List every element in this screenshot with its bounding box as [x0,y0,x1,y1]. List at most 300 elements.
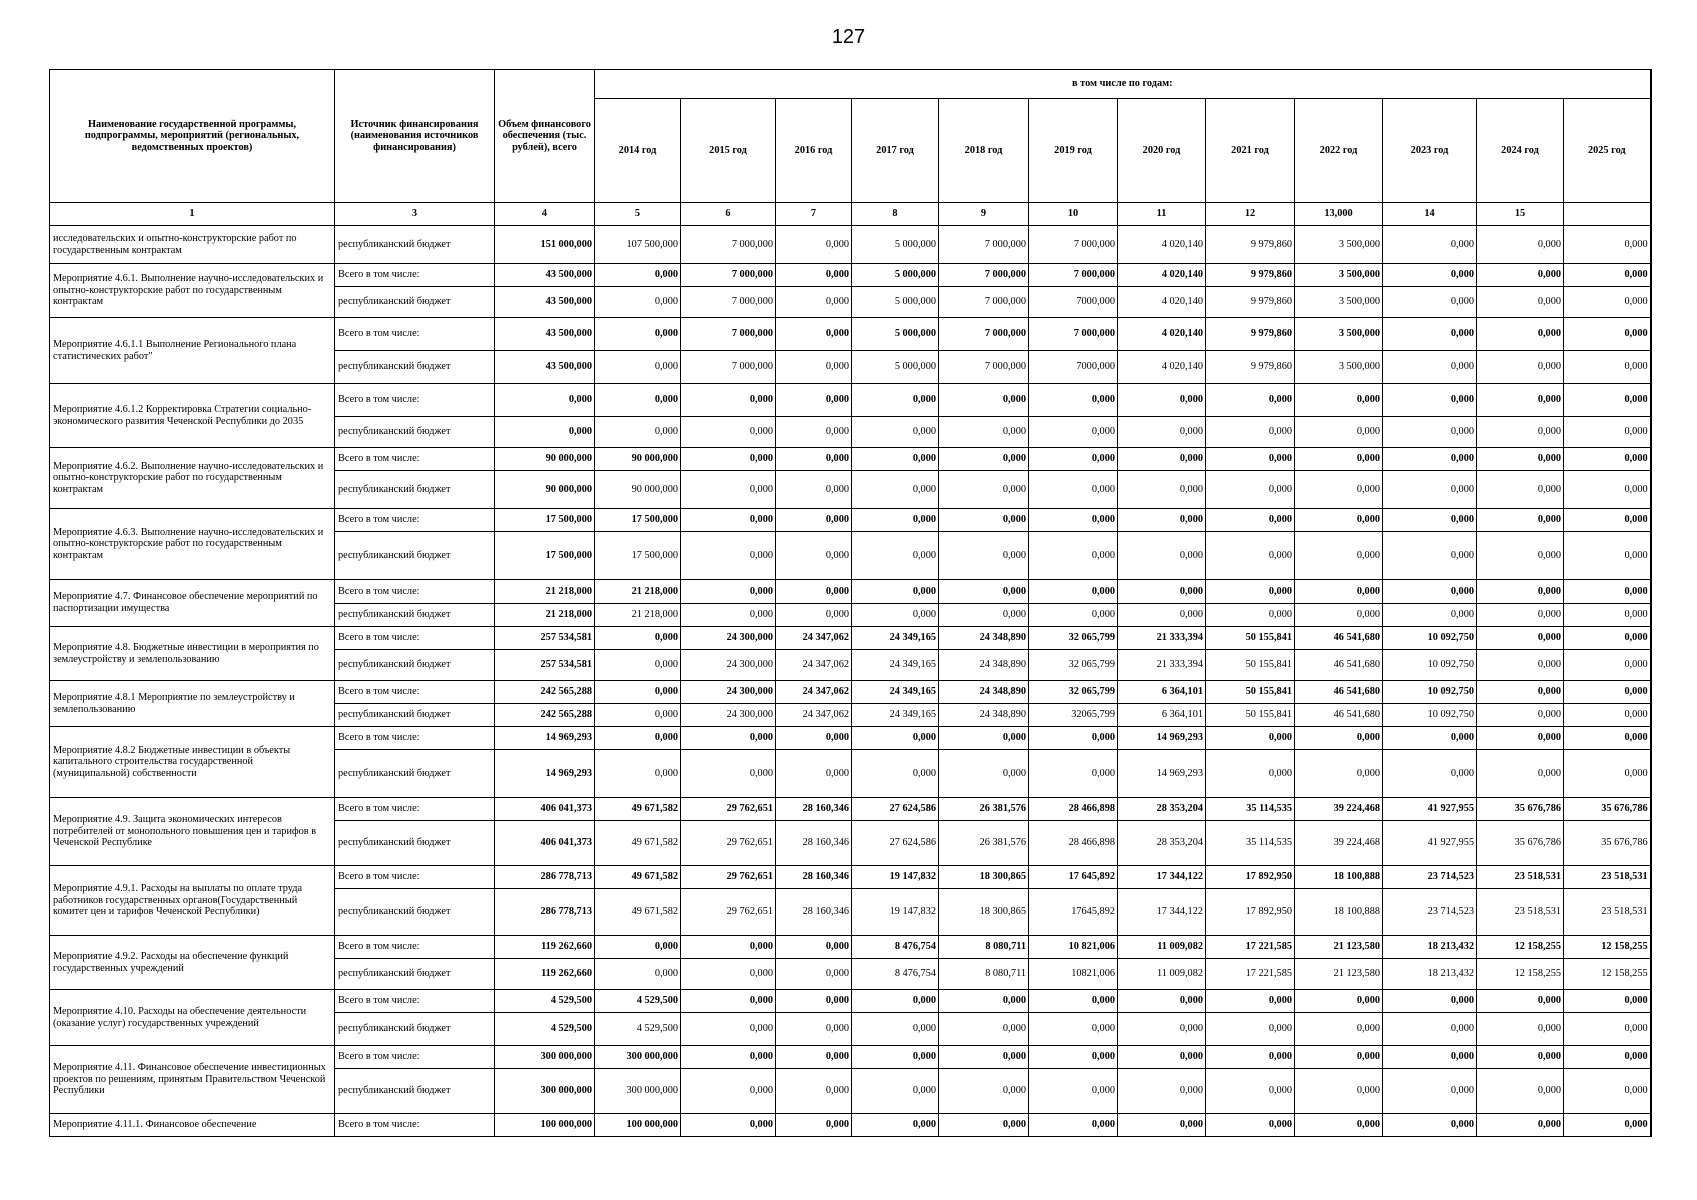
year-amount: 17 892,950 [1206,889,1295,936]
year-amount: 0,000 [1295,532,1383,580]
activity-name: Мероприятие 4.6.1.1 Выполнение Регионального плана статистических работ" [50,318,335,384]
year-amount: 32065,799 [1029,704,1118,727]
activity-name: исследовательских и опытно-конструкторские работ по государственным контрактам [50,226,335,264]
year-amount: 0,000 [1383,264,1477,287]
year-amount: 0,000 [852,448,939,471]
year-amount: 10 092,750 [1383,627,1477,650]
year-amount: 0,000 [1295,727,1383,750]
year-amount: 0,000 [681,1114,776,1137]
year-amount: 0,000 [776,384,852,417]
total-amount: 43 500,000 [495,264,595,287]
year-amount: 0,000 [1295,604,1383,627]
total-amount: 14 969,293 [495,727,595,750]
year-amount: 0,000 [681,509,776,532]
total-amount: 43 500,000 [495,287,595,318]
year-amount: 5 000,000 [852,226,939,264]
header-year: 2017 год [852,99,939,203]
year-amount: 0,000 [852,509,939,532]
activity-name: Мероприятие 4.9.1. Расходы на выплаты по оплате труда работников государственных органов(Государственный комитет цен и тарифов Чеченской Республики) [50,866,335,936]
year-amount: 9 979,860 [1206,287,1295,318]
total-amount: 286 778,713 [495,866,595,889]
year-amount: 0,000 [1118,1046,1206,1069]
year-amount: 0,000 [1477,580,1564,604]
year-amount: 0,000 [681,417,776,448]
funding-source: республиканский бюджет [335,704,495,727]
year-amount: 0,000 [1029,384,1118,417]
year-amount: 50 155,841 [1206,627,1295,650]
column-number: 13,000 [1295,203,1383,226]
year-amount: 0,000 [776,936,852,959]
year-amount: 0,000 [1564,417,1651,448]
year-amount: 0,000 [681,448,776,471]
year-amount: 0,000 [1477,750,1564,798]
year-amount: 12 158,255 [1477,936,1564,959]
year-amount: 21 218,000 [595,604,681,627]
year-amount: 0,000 [776,580,852,604]
year-amount: 21 333,394 [1118,650,1206,681]
year-amount: 3 500,000 [1295,287,1383,318]
year-amount: 28 466,898 [1029,798,1118,821]
year-amount: 0,000 [1295,1046,1383,1069]
year-amount: 0,000 [776,448,852,471]
funding-source: Всего в том числе: [335,448,495,471]
year-amount: 24 349,165 [852,681,939,704]
table-row [50,1114,1651,1137]
year-amount: 14 969,293 [1118,750,1206,798]
funding-source: Всего в том числе: [335,264,495,287]
funding-source: республиканский бюджет [335,1013,495,1046]
year-amount: 0,000 [776,351,852,384]
year-amount: 0,000 [1118,990,1206,1013]
year-amount: 0,000 [939,727,1029,750]
year-amount: 0,000 [1383,448,1477,471]
year-amount: 7 000,000 [681,264,776,287]
year-amount: 10 092,750 [1383,681,1477,704]
year-amount: 0,000 [852,1114,939,1137]
year-amount: 0,000 [1029,1069,1118,1114]
column-number: 15 [1477,203,1564,226]
funding-source: республиканский бюджет [335,889,495,936]
year-amount: 41 927,955 [1383,798,1477,821]
year-amount: 19 147,832 [852,866,939,889]
year-amount: 0,000 [1295,384,1383,417]
year-amount: 0,000 [1206,1046,1295,1069]
year-amount: 8 476,754 [852,959,939,990]
year-amount: 0,000 [1383,727,1477,750]
year-amount: 0,000 [1118,384,1206,417]
funding-source: республиканский бюджет [335,417,495,448]
year-amount: 0,000 [939,604,1029,627]
year-amount: 4 020,140 [1118,264,1206,287]
year-amount: 0,000 [1383,384,1477,417]
year-amount: 0,000 [1029,604,1118,627]
year-amount: 0,000 [776,1069,852,1114]
year-amount: 0,000 [776,1046,852,1069]
year-amount: 0,000 [1029,532,1118,580]
total-amount: 257 534,581 [495,650,595,681]
year-amount: 18 213,432 [1383,959,1477,990]
year-amount: 0,000 [939,448,1029,471]
year-amount: 0,000 [939,1114,1029,1137]
year-amount: 0,000 [1477,448,1564,471]
column-number-row [50,203,1651,226]
year-amount: 0,000 [1206,1114,1295,1137]
header-year: 2015 год [681,99,776,203]
year-amount: 0,000 [1118,580,1206,604]
year-amount: 3 500,000 [1295,318,1383,351]
year-amount: 0,000 [681,1013,776,1046]
year-amount: 0,000 [1118,1013,1206,1046]
year-amount: 23 518,531 [1564,866,1651,889]
total-amount: 300 000,000 [495,1046,595,1069]
funding-source: Всего в том числе: [335,1114,495,1137]
year-amount: 50 155,841 [1206,650,1295,681]
funding-source: республиканский бюджет [335,226,495,264]
year-amount: 17 221,585 [1206,936,1295,959]
year-amount: 0,000 [1206,990,1295,1013]
year-amount: 0,000 [1295,1114,1383,1137]
table-row [50,1046,1651,1069]
year-amount: 49 671,582 [595,866,681,889]
year-amount: 17 645,892 [1029,866,1118,889]
year-amount: 0,000 [595,318,681,351]
activity-name: Мероприятие 4.8.1 Мероприятие по землеустройству и землепользованию [50,681,335,727]
year-amount: 0,000 [1564,681,1651,704]
year-amount: 0,000 [852,471,939,509]
header-total: Объем финансового обеспечения (тыс. рублей), всего [495,70,595,203]
year-amount: 24 300,000 [681,704,776,727]
year-amount: 0,000 [1118,448,1206,471]
total-amount: 14 969,293 [495,750,595,798]
total-amount: 4 529,500 [495,1013,595,1046]
year-amount: 0,000 [681,959,776,990]
year-amount: 0,000 [1118,604,1206,627]
year-amount: 49 671,582 [595,821,681,866]
year-amount: 0,000 [939,990,1029,1013]
year-amount: 0,000 [1564,287,1651,318]
year-amount: 24 348,890 [939,681,1029,704]
year-amount: 0,000 [1029,580,1118,604]
year-amount: 0,000 [1477,1013,1564,1046]
funding-source: Всего в том числе: [335,509,495,532]
year-amount: 0,000 [595,287,681,318]
year-amount: 26 381,576 [939,798,1029,821]
year-amount: 17 500,000 [595,532,681,580]
year-amount: 0,000 [776,509,852,532]
year-amount: 0,000 [1564,750,1651,798]
year-amount: 39 224,468 [1295,821,1383,866]
year-amount: 24 300,000 [681,650,776,681]
year-amount: 18 213,432 [1383,936,1477,959]
year-amount: 0,000 [1383,226,1477,264]
table-body [50,226,1651,1137]
year-amount: 0,000 [852,1069,939,1114]
funding-source: Всего в том числе: [335,1046,495,1069]
year-amount: 0,000 [776,750,852,798]
year-amount: 0,000 [1295,509,1383,532]
year-amount: 0,000 [1029,727,1118,750]
column-number: 5 [595,203,681,226]
year-amount: 23 714,523 [1383,889,1477,936]
year-amount: 0,000 [776,318,852,351]
year-amount: 17 500,000 [595,509,681,532]
table-row [50,226,1651,264]
year-amount: 0,000 [681,1069,776,1114]
year-amount: 0,000 [681,936,776,959]
year-amount: 27 624,586 [852,798,939,821]
year-amount: 0,000 [852,580,939,604]
column-number: 14 [1383,203,1477,226]
year-amount: 0,000 [1206,604,1295,627]
year-amount: 90 000,000 [595,448,681,471]
year-amount: 0,000 [939,417,1029,448]
header-year: 2022 год [1295,99,1383,203]
year-amount: 24 347,062 [776,681,852,704]
year-amount: 4 020,140 [1118,226,1206,264]
funding-source: республиканский бюджет [335,1069,495,1114]
funding-source: республиканский бюджет [335,287,495,318]
year-amount: 0,000 [595,727,681,750]
year-amount: 28 160,346 [776,798,852,821]
funding-source: Всего в том числе: [335,318,495,351]
year-amount: 23 518,531 [1477,866,1564,889]
activity-name: Мероприятие 4.11. Финансовое обеспечение инвестиционных проектов по решениям, принятым Правительством Чеченской Республики [50,1046,335,1114]
year-amount: 29 762,651 [681,798,776,821]
funding-source: республиканский бюджет [335,750,495,798]
year-amount: 0,000 [1383,604,1477,627]
year-amount: 0,000 [776,417,852,448]
year-amount: 0,000 [1564,509,1651,532]
total-amount: 21 218,000 [495,580,595,604]
year-amount: 0,000 [681,1046,776,1069]
year-amount: 0,000 [1295,471,1383,509]
year-amount: 28 160,346 [776,821,852,866]
total-amount: 21 218,000 [495,604,595,627]
year-amount: 0,000 [1477,1114,1564,1137]
table-row [50,681,1651,704]
year-amount: 100 000,000 [595,1114,681,1137]
year-amount: 0,000 [939,1046,1029,1069]
year-amount: 0,000 [1477,650,1564,681]
year-amount: 24 300,000 [681,627,776,650]
year-amount: 0,000 [1295,1069,1383,1114]
year-amount: 23 714,523 [1383,866,1477,889]
year-amount: 0,000 [852,1013,939,1046]
header-year: 2019 год [1029,99,1118,203]
year-amount: 0,000 [776,1114,852,1137]
year-amount: 12 158,255 [1477,959,1564,990]
activity-name: Мероприятие 4.10. Расходы на обеспечение деятельности (оказание услуг) государственных учреждений [50,990,335,1046]
year-amount: 0,000 [776,287,852,318]
year-amount: 0,000 [681,727,776,750]
year-amount: 0,000 [1477,509,1564,532]
year-amount: 0,000 [1564,704,1651,727]
year-amount: 0,000 [1029,1114,1118,1137]
year-amount: 24 349,165 [852,704,939,727]
year-amount: 0,000 [1477,264,1564,287]
year-amount: 12 158,255 [1564,959,1651,990]
header-year: 2020 год [1118,99,1206,203]
year-amount: 0,000 [852,384,939,417]
funding-source: Всего в том числе: [335,681,495,704]
funding-source: республиканский бюджет [335,959,495,990]
year-amount: 0,000 [1477,471,1564,509]
year-amount: 50 155,841 [1206,704,1295,727]
year-amount: 12 158,255 [1564,936,1651,959]
year-amount: 7 000,000 [939,226,1029,264]
year-amount: 0,000 [1477,627,1564,650]
year-amount: 35 676,786 [1564,798,1651,821]
year-amount: 5 000,000 [852,318,939,351]
table-row [50,866,1651,889]
year-amount: 0,000 [1383,750,1477,798]
year-amount: 28 466,898 [1029,821,1118,866]
year-amount: 0,000 [1564,226,1651,264]
year-amount: 0,000 [1118,1114,1206,1137]
year-amount: 0,000 [681,604,776,627]
year-amount: 6 364,101 [1118,681,1206,704]
year-amount: 23 518,531 [1564,889,1651,936]
year-amount: 0,000 [852,604,939,627]
year-amount: 9 979,860 [1206,226,1295,264]
year-amount: 0,000 [1564,604,1651,627]
column-number: 4 [495,203,595,226]
activity-name: Мероприятие 4.9.2. Расходы на обеспечение функций государственных учреждений [50,936,335,990]
total-amount: 119 262,660 [495,959,595,990]
year-amount: 107 500,000 [595,226,681,264]
year-amount: 0,000 [776,604,852,627]
year-amount: 0,000 [939,1069,1029,1114]
year-amount: 0,000 [1383,509,1477,532]
year-amount: 8 080,711 [939,959,1029,990]
year-amount: 0,000 [1383,1046,1477,1069]
year-amount: 21 123,580 [1295,936,1383,959]
header-year: 2024 год [1477,99,1564,203]
year-amount: 0,000 [595,959,681,990]
year-amount: 0,000 [681,471,776,509]
year-amount: 8 080,711 [939,936,1029,959]
year-amount: 0,000 [681,750,776,798]
column-number: 12 [1206,203,1295,226]
column-number: 8 [852,203,939,226]
year-amount: 0,000 [1118,471,1206,509]
page-number: 127 [831,26,866,48]
year-amount: 17645,892 [1029,889,1118,936]
year-amount: 0,000 [1564,532,1651,580]
total-amount: 242 565,288 [495,681,595,704]
activity-name: Мероприятие 4.8.2 Бюджетные инвестиции в объекты капитального строительства государственной (муниципальной) собственности [50,727,335,798]
total-amount: 0,000 [495,417,595,448]
year-amount: 17 221,585 [1206,959,1295,990]
year-amount: 0,000 [595,264,681,287]
year-amount: 0,000 [939,509,1029,532]
header-year: 2023 год [1383,99,1477,203]
year-amount: 0,000 [1564,1046,1651,1069]
year-amount: 21 218,000 [595,580,681,604]
year-amount: 17 892,950 [1206,866,1295,889]
year-amount: 5 000,000 [852,351,939,384]
year-amount: 0,000 [1477,1069,1564,1114]
year-amount: 7 000,000 [939,318,1029,351]
budget-table [49,69,1652,1137]
year-amount: 0,000 [1477,287,1564,318]
year-amount: 0,000 [1477,226,1564,264]
year-amount: 0,000 [595,750,681,798]
year-amount: 300 000,000 [595,1069,681,1114]
year-amount: 35 114,535 [1206,798,1295,821]
year-amount: 0,000 [776,959,852,990]
year-amount: 9 979,860 [1206,351,1295,384]
header-year: 2025 год [1564,99,1651,203]
year-amount: 35 676,786 [1477,821,1564,866]
activity-name: Мероприятие 4.6.1. Выполнение научно-исследовательских и опытно-конструкторские работ по государственным контрактам [50,264,335,318]
year-amount: 0,000 [1206,1013,1295,1046]
year-amount: 0,000 [852,532,939,580]
year-amount: 9 979,860 [1206,318,1295,351]
year-amount: 8 476,754 [852,936,939,959]
total-amount: 242 565,288 [495,704,595,727]
funding-source: республиканский бюджет [335,821,495,866]
year-amount: 0,000 [595,351,681,384]
year-amount: 0,000 [852,417,939,448]
total-amount: 406 041,373 [495,798,595,821]
year-amount: 0,000 [776,990,852,1013]
year-amount: 0,000 [1477,604,1564,627]
year-amount: 35 676,786 [1477,798,1564,821]
year-amount: 7 000,000 [1029,318,1118,351]
year-amount: 0,000 [1564,1069,1651,1114]
year-amount: 0,000 [1564,448,1651,471]
total-amount: 4 529,500 [495,990,595,1013]
year-amount: 0,000 [595,650,681,681]
year-amount: 0,000 [1206,448,1295,471]
table-row [50,264,1651,287]
table-row [50,509,1651,532]
year-amount: 0,000 [681,580,776,604]
total-amount: 90 000,000 [495,448,595,471]
year-amount: 0,000 [1383,417,1477,448]
column-number: 6 [681,203,776,226]
year-amount: 14 969,293 [1118,727,1206,750]
year-amount: 0,000 [1564,1114,1651,1137]
year-amount: 18 100,888 [1295,889,1383,936]
total-amount: 151 000,000 [495,226,595,264]
funding-source: Всего в том числе: [335,580,495,604]
year-amount: 0,000 [1564,727,1651,750]
year-amount: 18 300,865 [939,866,1029,889]
header-year: 2018 год [939,99,1029,203]
year-amount: 0,000 [1295,580,1383,604]
year-amount: 0,000 [1118,417,1206,448]
table-row [50,580,1651,604]
year-amount: 29 762,651 [681,889,776,936]
activity-name: Мероприятие 4.6.3. Выполнение научно-исследовательских и опытно-конструкторские работ по государственным контрактам [50,509,335,580]
year-amount: 0,000 [1383,318,1477,351]
year-amount: 46 541,680 [1295,681,1383,704]
year-amount: 7 000,000 [681,226,776,264]
year-amount: 0,000 [1029,509,1118,532]
year-amount: 7 000,000 [1029,264,1118,287]
year-amount: 0,000 [1206,384,1295,417]
year-amount: 0,000 [1029,448,1118,471]
table-row [50,727,1651,750]
year-amount: 0,000 [1383,532,1477,580]
year-amount: 0,000 [1477,681,1564,704]
year-amount: 24 300,000 [681,681,776,704]
year-amount: 5 000,000 [852,287,939,318]
year-amount: 0,000 [939,471,1029,509]
total-amount: 119 262,660 [495,936,595,959]
